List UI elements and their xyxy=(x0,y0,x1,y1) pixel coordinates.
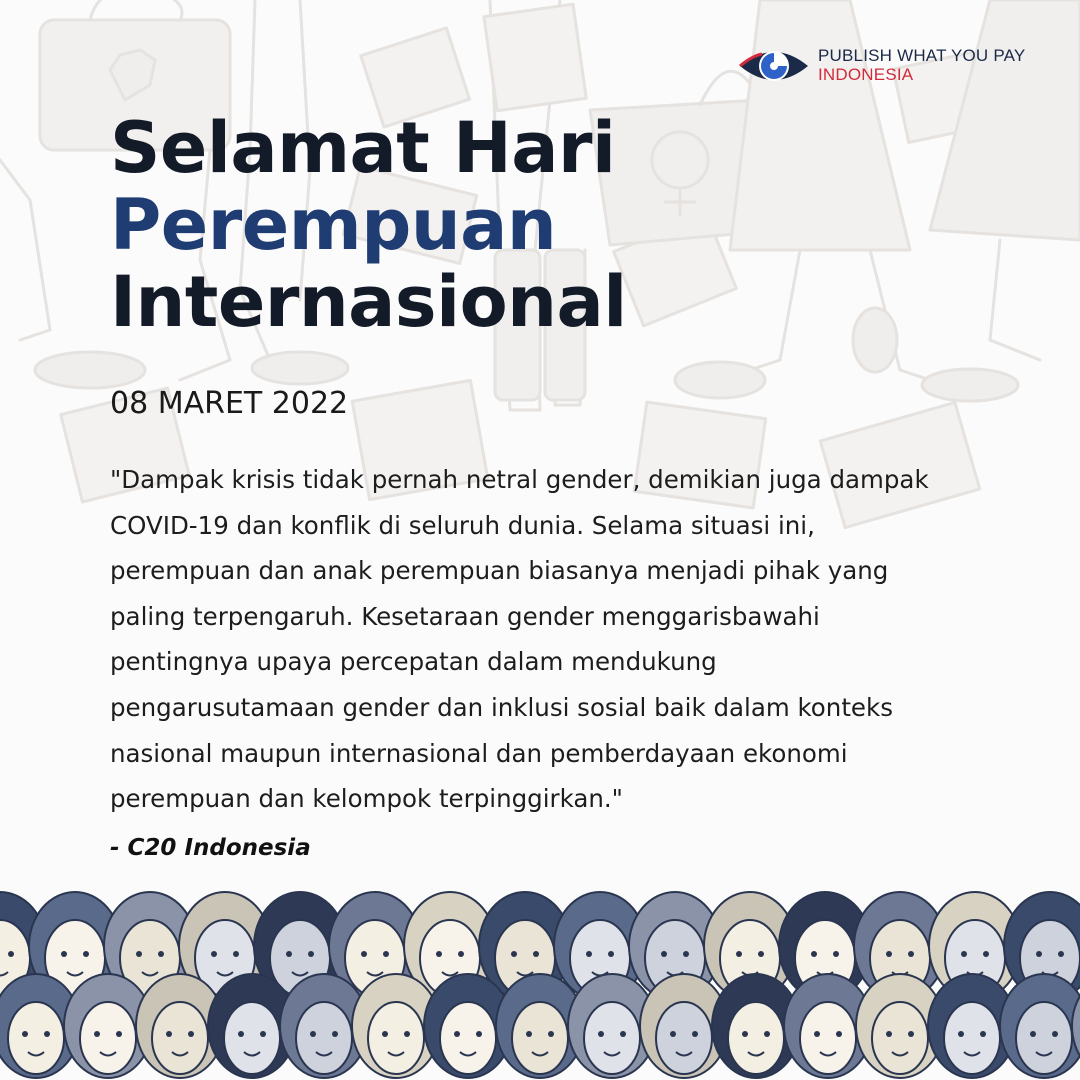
face-illustration xyxy=(1000,974,1080,1078)
title-line-2: Perempuan xyxy=(110,184,557,266)
quote-line: COVID-19 dan konflik di seluruh dunia. Selama situasi ini, xyxy=(110,510,815,540)
quote-line: pengarusutamaan gender dan inklusi sosial baik dalam konteks xyxy=(110,692,893,722)
logo xyxy=(738,44,1038,88)
quote-line: "Dampak krisis tidak pernah netral gender, demikian juga dampak xyxy=(110,465,929,494)
quote-line: nasional maupun internasional dan pemberdayaan ekonomi xyxy=(110,738,848,768)
date: 08 MARET 2022 xyxy=(110,386,349,421)
logo-text-publish-what-you-pay: PUBLISH WHAT YOU PAY xyxy=(818,46,1026,65)
quote-source: - C20 Indonesia xyxy=(110,835,311,861)
quote-line: perempuan dan anak perempuan biasanya menjadi pihak yang xyxy=(110,556,889,586)
page-title xyxy=(110,107,627,343)
title-line-1: Selamat Hari xyxy=(110,107,616,189)
quote-line: pentingnya upaya percepatan dalam mendukung xyxy=(110,647,717,677)
eye-logo-icon xyxy=(738,44,810,88)
quote xyxy=(110,457,990,822)
quote-line: perempuan dan kelompok terpinggirkan." xyxy=(110,784,623,814)
logo-text-indonesia: INDONESIA xyxy=(818,65,914,84)
quote-line: paling terpengaruh. Kesetaraan gender menggarisbawahi xyxy=(110,601,820,631)
title-line-3: Internasional xyxy=(110,261,627,343)
crowd-illustration xyxy=(0,880,1080,1080)
